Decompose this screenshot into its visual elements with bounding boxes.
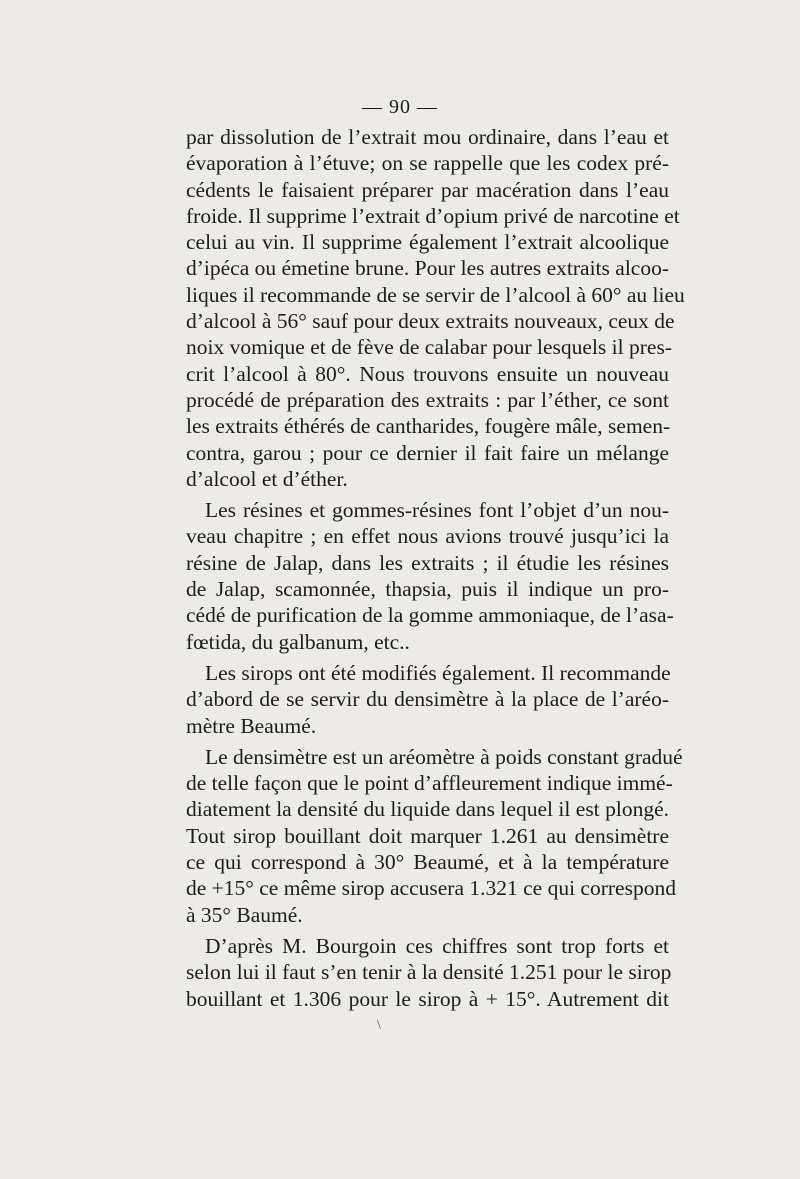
text-line: les extraits éthérés de cantharides, fougère mâle, semen- xyxy=(186,414,671,439)
text-line: d’alcool et d’éther. xyxy=(186,466,348,491)
text-line: évaporation à l’étuve; on se rappelle que les codex pré- xyxy=(186,151,669,176)
text-line: cédé de purification de la gomme ammoniaque, de l’asa- xyxy=(186,603,674,628)
paragraph xyxy=(186,933,672,1012)
paragraph xyxy=(186,660,669,739)
text-line: mètre Beaumé. xyxy=(186,713,317,738)
text-line: d’ipéca ou émetine brune. Pour les autres extraits alcoo- xyxy=(186,256,669,281)
text-line: d’abord de se servir du densimètre à la place de l’aréo- xyxy=(186,687,669,712)
text-line: selon lui il faut s’en tenir à la densité 1.251 pour le sirop xyxy=(186,960,672,985)
text-line: diatement la densité du liquide dans lequel il est plongé. xyxy=(186,797,669,822)
text-line: noix vomique et de fève de calabar pour lesquels il pres- xyxy=(186,335,672,360)
text-line: ce qui correspond à 30° Beaumé, et à la température xyxy=(186,850,669,875)
text-line: liques il recommande de se servir de l’alcool à 60° au lieu xyxy=(186,282,685,307)
text-line: froide. Il supprime l’extrait d’opium privé de narcotine et xyxy=(186,203,680,228)
paragraph xyxy=(186,124,685,492)
paragraph xyxy=(186,744,683,928)
text-line: de +15° ce même sirop accusera 1.321 ce qui correspond xyxy=(186,876,676,901)
paragraph xyxy=(186,497,674,655)
text-line: d’alcool à 56° sauf pour deux extraits nouveaux, ceux de xyxy=(186,309,675,334)
text-line: celui au vin. Il supprime également l’extrait alcoolique xyxy=(186,230,669,255)
text-line: Le densimètre est un aréomètre à poids constant gradué xyxy=(205,744,683,769)
text-line: bouillant et 1.306 pour le sirop à + 15°. Autrement dit xyxy=(186,986,669,1011)
text-line: contra, garou ; pour ce dernier il fait faire un mélange xyxy=(186,440,669,465)
text-line: fœtida, du galbanum, etc.. xyxy=(186,629,410,654)
text-line: à 35° Baumé. xyxy=(186,902,303,927)
text-line: Les sirops ont été modifiés également. Il recommande xyxy=(205,660,671,685)
text-line: Les résines et gommes-résines font l’objet d’un nou- xyxy=(205,498,669,523)
text-line: D’après M. Bourgoin ces chiffres sont trop forts et xyxy=(205,933,669,958)
text-line: par dissolution de l’extrait mou ordinaire, dans l’eau et xyxy=(186,125,669,149)
text-line: cédents le faisaient préparer par macération dans l’eau xyxy=(186,177,669,202)
text-line: résine de Jalap, dans les extraits ; il étudie les résines xyxy=(186,550,669,575)
stray-ink-mark: \ xyxy=(377,1018,381,1033)
text-line: de Jalap, scamonnée, thapsia, puis il indique un pro- xyxy=(186,577,669,602)
body-text xyxy=(186,124,685,1017)
text-line: procédé de préparation des extraits : par l’éther, ce sont xyxy=(186,387,669,412)
text-line: veau chapitre ; en effet nous avions trouvé jusqu’ici la xyxy=(186,524,669,549)
page-number: — 90 — xyxy=(362,96,438,118)
text-line: Tout sirop bouillant doit marquer 1.261 au densimètre xyxy=(186,823,669,848)
text-line: de telle façon que le point d’affleurement indique immé- xyxy=(186,771,673,796)
text-line: crit l’alcool à 80°. Nous trouvons ensuite un nouveau xyxy=(186,361,669,386)
